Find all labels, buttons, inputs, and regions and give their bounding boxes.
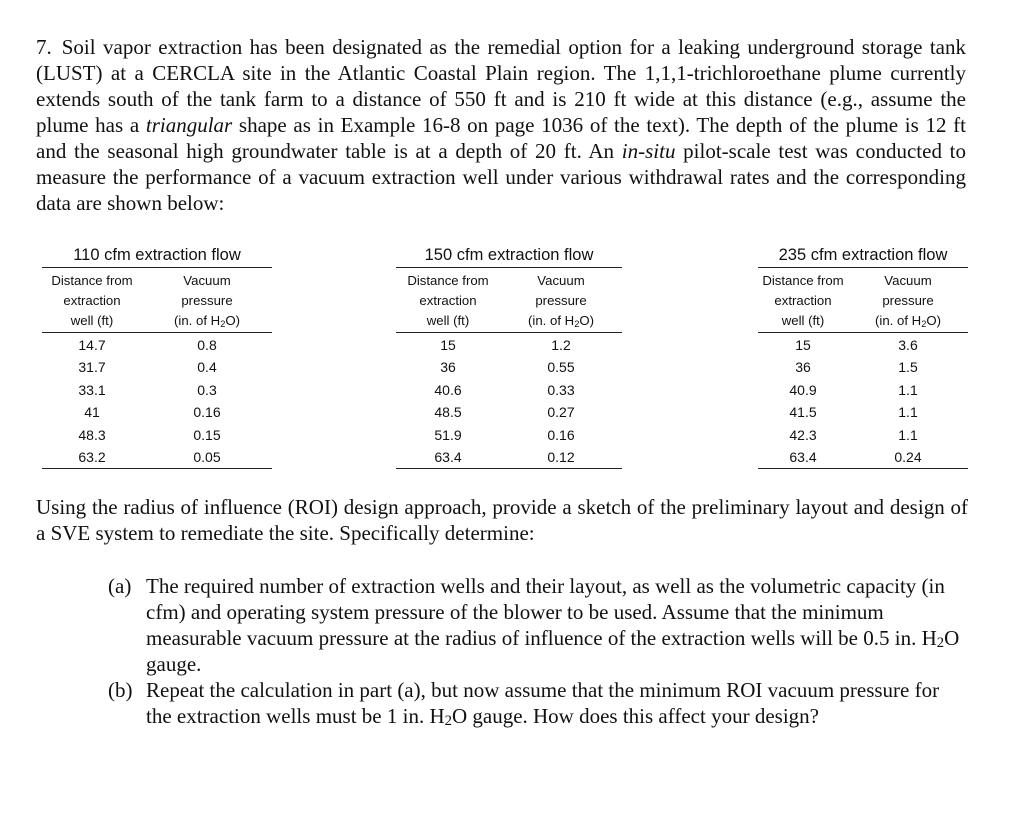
distance-cell: 15 bbox=[795, 337, 811, 353]
table-flow-label: 110 cfm extraction flow bbox=[42, 246, 272, 268]
table-row bbox=[758, 401, 968, 423]
header-text: (in. of H bbox=[528, 313, 575, 328]
problem-text-1: Soil vapor extraction has been designated as the remedial option for a leaking underground storage tank (LUST) at a CERCLA site in the Atlantic Coastal Plain region. The 1,1,1-trichloroethane plume currently extends south of the tank farm to a distance of 550 ft and is 210 ft wide at this distance (e.g., assume the plume has a bbox=[36, 35, 966, 137]
table-header bbox=[42, 268, 272, 333]
table-flow-label: 235 cfm extraction flow bbox=[758, 246, 968, 268]
header-text: O) bbox=[926, 313, 941, 328]
header-text: O) bbox=[579, 313, 594, 328]
header-subscript: 2 bbox=[220, 319, 226, 329]
vacuum-cell: 0.33 bbox=[547, 381, 575, 398]
table-row bbox=[42, 446, 272, 468]
question-parts bbox=[108, 573, 968, 729]
header-line: Distance from bbox=[407, 273, 489, 288]
vacuum-cell: 1.1 bbox=[898, 381, 918, 398]
part-label: (b) bbox=[108, 678, 133, 702]
distance-cell: 40.9 bbox=[789, 381, 817, 398]
distance-column-header bbox=[396, 271, 500, 331]
header-line: pressure bbox=[535, 293, 587, 308]
distance-cell: 36 bbox=[795, 359, 811, 376]
vacuum-cell: 0.12 bbox=[547, 449, 575, 466]
table-row bbox=[396, 446, 622, 468]
header-line: extraction bbox=[774, 293, 832, 308]
table-row bbox=[758, 424, 968, 446]
vacuum-cell: 0.15 bbox=[193, 426, 221, 443]
vacuum-column-header bbox=[500, 271, 622, 331]
table-row bbox=[396, 334, 622, 356]
part-a bbox=[108, 573, 968, 677]
distance-cell: 63.4 bbox=[434, 449, 462, 466]
design-intro: Using the radius of influence (ROI) design approach, provide a sketch of the preliminary layout and design of a SVE system to remediate the site. Specifically determine: bbox=[36, 495, 968, 545]
table-row bbox=[42, 424, 272, 446]
header-line: Vacuum bbox=[183, 273, 231, 288]
header-subscript: 2 bbox=[574, 319, 580, 329]
table-header bbox=[758, 268, 968, 333]
header-text: O) bbox=[225, 313, 240, 328]
header-line bbox=[848, 311, 968, 331]
part-text bbox=[146, 677, 968, 729]
table-body bbox=[396, 333, 622, 469]
header-line: Distance from bbox=[762, 273, 844, 288]
vacuum-cell: 0.05 bbox=[193, 449, 221, 466]
problem-italic-insitu: in-situ bbox=[621, 139, 676, 163]
part-subscript: 2 bbox=[444, 713, 452, 729]
table-row bbox=[42, 334, 272, 356]
vacuum-cell: 0.27 bbox=[547, 404, 575, 421]
vacuum-column-header bbox=[142, 271, 272, 331]
vacuum-cell: 1.1 bbox=[898, 426, 918, 443]
vacuum-column-header bbox=[848, 271, 968, 331]
vacuum-cell: 0.16 bbox=[547, 426, 575, 443]
header-text: (in. of H bbox=[875, 313, 922, 328]
distance-cell: 42.3 bbox=[789, 426, 817, 443]
distance-cell: 33.1 bbox=[78, 381, 106, 398]
vacuum-cell: 1.1 bbox=[898, 404, 918, 421]
distance-cell: 41.5 bbox=[789, 404, 817, 421]
vacuum-cell: 0.24 bbox=[894, 449, 922, 466]
vacuum-cell: 3.6 bbox=[898, 337, 918, 353]
table-235-cfm bbox=[758, 246, 968, 469]
part-text-main: The required number of extraction wells and their layout, as well as the volumetric capacity (in cfm) and operating system pressure of the blower to be used. Assume that the minimum measurable vacuum pressure at the radius of influence of the extraction wells will be 0.5 in. H bbox=[146, 574, 945, 650]
header-line: well (ft) bbox=[70, 313, 114, 328]
distance-cell: 48.3 bbox=[78, 426, 106, 443]
header-line: Distance from bbox=[51, 273, 133, 288]
problem-number: 7. bbox=[36, 35, 52, 59]
table-row bbox=[758, 379, 968, 401]
header-subscript: 2 bbox=[921, 319, 927, 329]
distance-cell: 31.7 bbox=[78, 359, 106, 376]
part-text-after: O gauge. How does this affect your design? bbox=[451, 704, 819, 728]
table-body bbox=[42, 333, 272, 469]
pilot-test-tables bbox=[36, 246, 968, 468]
header-line: extraction bbox=[419, 293, 477, 308]
header-line: well (ft) bbox=[426, 313, 470, 328]
table-row bbox=[758, 446, 968, 468]
vacuum-cell: 0.8 bbox=[197, 337, 217, 353]
part-text-main: Repeat the calculation in part (a), but now assume that the minimum ROI vacuum pressure for the extraction wells must be 1 in. H bbox=[146, 678, 940, 728]
table-body bbox=[758, 333, 968, 469]
header-line: well (ft) bbox=[781, 313, 825, 328]
distance-cell: 14.7 bbox=[78, 337, 106, 353]
table-row bbox=[42, 401, 272, 423]
table-row bbox=[396, 401, 622, 423]
table-row bbox=[758, 356, 968, 378]
header-line: pressure bbox=[882, 293, 934, 308]
table-header bbox=[396, 268, 622, 333]
distance-cell: 15 bbox=[440, 337, 456, 353]
part-subscript: 2 bbox=[936, 635, 945, 651]
table-150-cfm bbox=[396, 246, 622, 469]
distance-cell: 63.4 bbox=[789, 449, 817, 466]
table-row bbox=[42, 356, 272, 378]
table-row bbox=[42, 379, 272, 401]
table-row bbox=[396, 424, 622, 446]
part-label: (a) bbox=[108, 574, 132, 598]
table-row bbox=[758, 334, 968, 356]
vacuum-cell: 1.5 bbox=[898, 359, 918, 376]
distance-cell: 41 bbox=[84, 404, 100, 421]
problem-italic-triangular: triangular bbox=[145, 113, 233, 137]
vacuum-cell: 0.4 bbox=[197, 359, 217, 376]
header-line bbox=[500, 311, 622, 331]
distance-cell: 48.5 bbox=[434, 404, 462, 421]
distance-column-header bbox=[758, 271, 848, 331]
vacuum-cell: 0.16 bbox=[193, 404, 221, 421]
part-b bbox=[108, 677, 968, 729]
table-flow-label: 150 cfm extraction flow bbox=[396, 246, 622, 268]
header-line: extraction bbox=[63, 293, 121, 308]
header-line: pressure bbox=[181, 293, 233, 308]
part-text bbox=[146, 573, 968, 677]
part-text-after: O gauge. bbox=[146, 626, 960, 676]
problem-statement bbox=[36, 34, 966, 216]
vacuum-cell: 1.2 bbox=[551, 337, 571, 353]
header-line bbox=[142, 311, 272, 331]
vacuum-cell: 0.55 bbox=[547, 359, 575, 376]
distance-cell: 40.6 bbox=[434, 381, 462, 398]
table-row bbox=[396, 356, 622, 378]
problem-text-3: pilot-scale test was conducted to measure the performance of a vacuum extraction well under various withdrawal rates and the corresponding data are shown below: bbox=[36, 139, 967, 215]
table-row bbox=[396, 379, 622, 401]
vacuum-cell: 0.3 bbox=[197, 381, 217, 398]
table-110-cfm bbox=[42, 246, 272, 469]
distance-cell: 36 bbox=[440, 359, 456, 376]
header-line: Vacuum bbox=[537, 273, 585, 288]
distance-column-header bbox=[42, 271, 142, 331]
header-text: (in. of H bbox=[174, 313, 221, 328]
header-line: Vacuum bbox=[884, 273, 932, 288]
distance-cell: 63.2 bbox=[78, 449, 106, 466]
distance-cell: 51.9 bbox=[434, 426, 462, 443]
problem-text-2: shape as in Example 16-8 on page 1036 of the text). The depth of the plume is 12 ft and the seasonal high groundwater table is at a depth of 20 ft. An bbox=[36, 113, 966, 163]
